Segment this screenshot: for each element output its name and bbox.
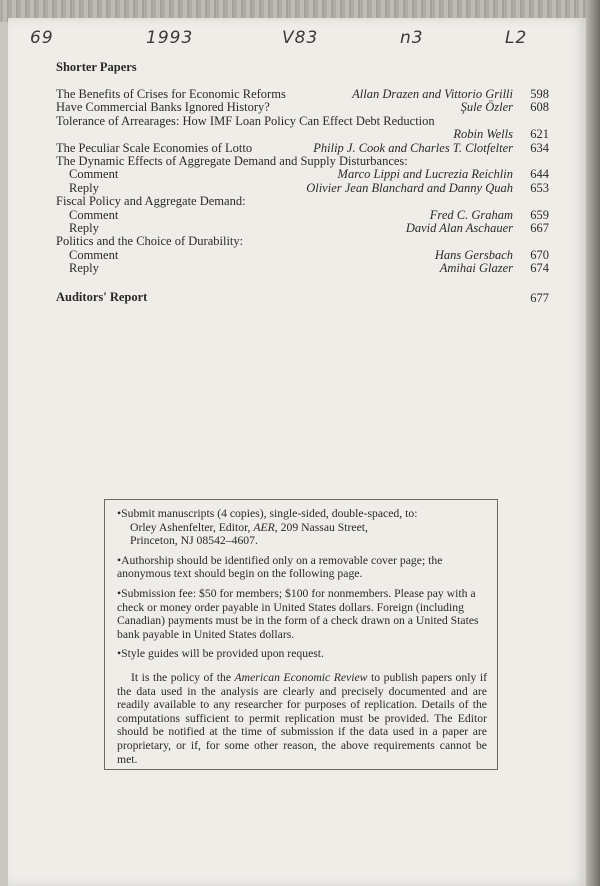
- toc-row: [56, 100, 549, 114]
- toc-row: [56, 208, 549, 222]
- toc-row: [56, 194, 549, 208]
- notice-authorship-item: [117, 554, 487, 581]
- notice-submit-item: [117, 507, 487, 521]
- toc-title: Have Commercial Banks Ignored History?: [56, 100, 270, 115]
- handwritten-volume-code: V83: [282, 28, 319, 48]
- toc-row: [56, 154, 549, 168]
- policy-journal-name: American Economic Review: [234, 670, 368, 684]
- address-line-2: Princeton, NJ 08542–4607.: [130, 534, 258, 548]
- notice-authorship-text: Authorship should be identified only on a removable cover page; the anonymous text should begin on the following page.: [117, 553, 443, 581]
- toc-page-number: 670: [530, 247, 549, 262]
- toc-row: [56, 221, 549, 235]
- toc-title: The Dynamic Effects of Aggregate Demand and Supply Disturbances:: [56, 154, 408, 168]
- toc-page-number: 674: [530, 261, 549, 276]
- section-heading-auditors-report: Auditors' Report: [56, 290, 148, 304]
- section-heading-shorter-papers: Shorter Papers: [56, 60, 137, 74]
- toc-row: [56, 87, 549, 101]
- auditors-report-row: [56, 291, 549, 305]
- toc-row: [56, 248, 549, 262]
- toc-page-number: 634: [530, 140, 549, 155]
- toc-page-number: 667: [530, 221, 549, 235]
- toc-title: Comment: [69, 167, 119, 182]
- toc-author: Fred C. Graham: [429, 207, 513, 222]
- notice-data-policy: [117, 671, 487, 766]
- toc-author: Marco Lippi and Lucrezia Reichlin: [337, 167, 513, 182]
- toc-page-number: 659: [530, 207, 549, 222]
- toc-author: Robin Wells: [453, 127, 513, 142]
- toc-author: Olivier Jean Blanchard and Danny Quah: [306, 180, 513, 195]
- toc-title: Fiscal Policy and Aggregate Demand:: [56, 194, 246, 209]
- toc-row: [56, 114, 549, 128]
- toc-page-number: 621: [530, 127, 549, 142]
- handwritten-shelf-mark: L2: [505, 28, 528, 48]
- toc-author: David Alan Aschauer: [405, 221, 513, 235]
- toc-title: Comment: [69, 207, 119, 222]
- toc-title: The Benefits of Crises for Economic Reforms: [56, 87, 286, 101]
- submission-notice-box: [104, 499, 498, 770]
- toc-author: Philip J. Cook and Charles T. Clotfelter: [313, 140, 513, 155]
- handwritten-volume-mark: 69: [30, 28, 54, 48]
- toc-page-number: 644: [530, 167, 549, 182]
- handwritten-year-mark: 1993: [146, 28, 194, 48]
- toc-author: Hans Gersbach: [434, 247, 513, 262]
- toc-title: Tolerance of Arrearages: How IMF Loan Policy Can Effect Debt Reduction: [56, 113, 435, 128]
- toc-page-number: 598: [530, 87, 549, 101]
- toc-title: Reply: [69, 221, 99, 235]
- book-spine-edge: [586, 0, 600, 886]
- toc-page-number: 653: [530, 180, 549, 195]
- toc-title: Comment: [69, 247, 119, 262]
- notice-style-text: Style guides will be provided upon request.: [121, 647, 324, 661]
- address-line-1: Orley Ashenfelter, Editor,: [130, 520, 254, 534]
- toc-row: [56, 141, 549, 155]
- toc-title: Politics and the Choice of Durability:: [56, 234, 244, 249]
- notice-fee-item: [117, 587, 487, 641]
- toc-author: Amihai Glazer: [439, 261, 513, 276]
- toc-row: [56, 234, 549, 248]
- toc-author: Şule Özler: [460, 100, 513, 115]
- toc-page-number: 608: [530, 100, 549, 115]
- toc-row: [56, 261, 549, 275]
- notice-address: [117, 521, 487, 548]
- toc-row: [56, 181, 549, 195]
- address-journal: AER: [253, 520, 275, 534]
- toc-title: Reply: [69, 261, 99, 276]
- toc-row: [56, 167, 549, 181]
- toc-title: The Peculiar Scale Economies of Lotto: [56, 140, 253, 155]
- toc-page-number: 677: [530, 291, 549, 305]
- toc-author: Allan Drazen and Vittorio Grilli: [352, 87, 513, 101]
- notice-fee-text: Submission fee: $50 for members; $100 for nonmembers. Please pay with a check or money order payable in United States dollars. Foreign (including Canadian) payments must be in the form of a check drawn on a United States bank payable in United States dollars.: [117, 586, 479, 641]
- notice-submit-text: Submit manuscripts (4 copies), single-sided, double-spaced, to:: [121, 507, 418, 520]
- policy-text-start: It is the policy of the: [131, 670, 235, 684]
- address-line-1-end: , 209 Nassau Street,: [274, 520, 368, 534]
- notice-style-item: [117, 647, 487, 661]
- toc-title: Reply: [69, 180, 99, 195]
- policy-text-end: to publish papers only if the data used in the analysis are clearly and precisely documented and are readily available to any researcher for purposes of replication. Details of the computations sufficient to permit replication must be provided. The Editor should be notified at the time of submission if the data used in a paper are proprietary, or if, for some other reason, the above requirements cannot be met.: [117, 670, 487, 766]
- handwritten-issue-mark: n3: [400, 28, 424, 48]
- toc-row: [56, 127, 549, 141]
